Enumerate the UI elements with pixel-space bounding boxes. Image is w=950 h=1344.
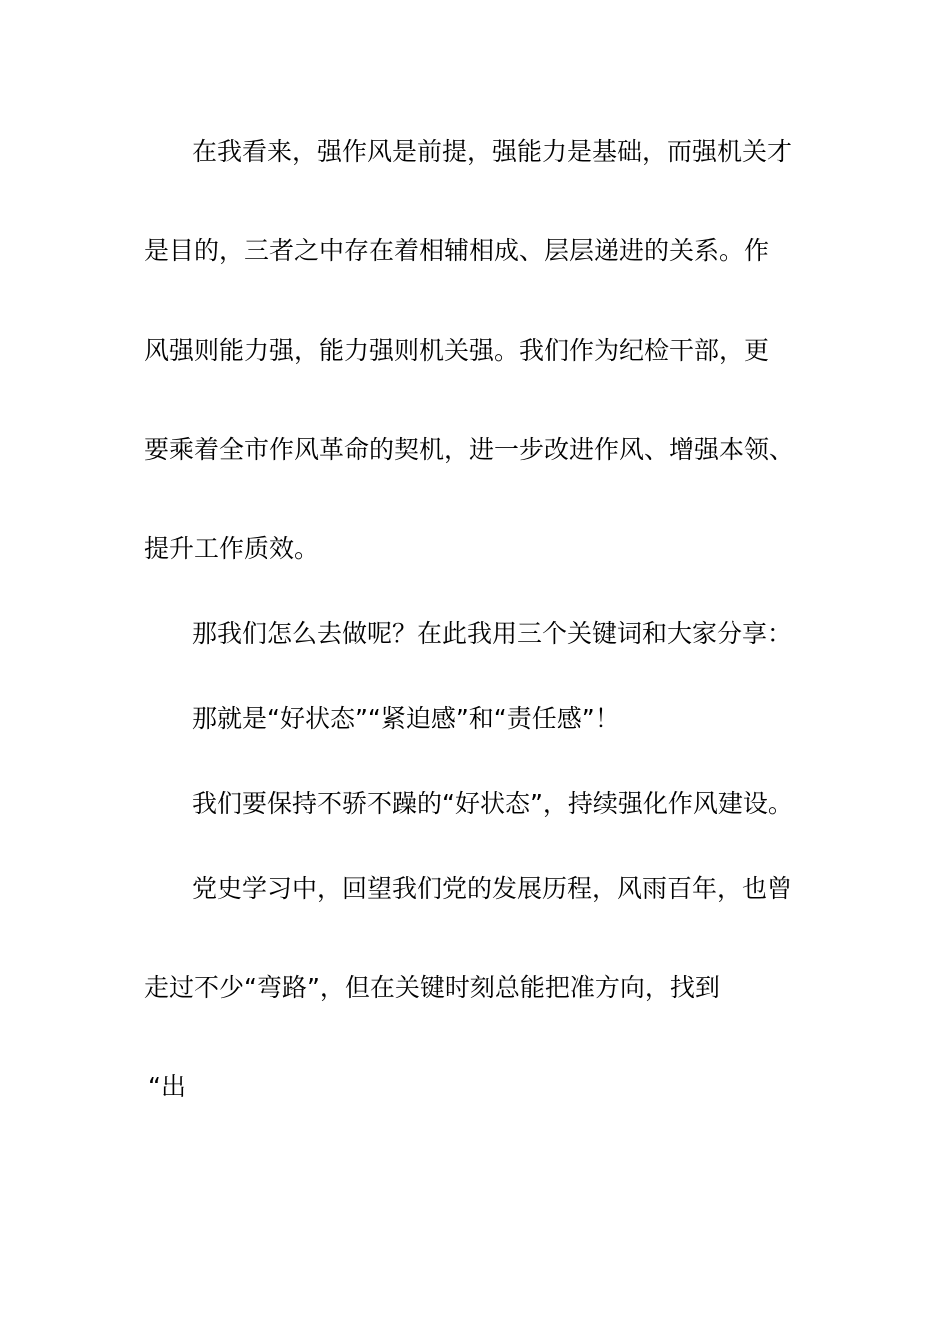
paragraph-1-line-2: 是目的，三者之中存在着相辅相成、层层递进的关系。作 (144, 236, 770, 265)
paragraph-2: 那我们怎么去做呢？在此我用三个关键词和大家分享： (192, 619, 793, 648)
paragraph-1-line-5: 提升工作质效。 (144, 534, 320, 563)
paragraph-4: 我们要保持不骄不躁的“好状态”，持续强化作风建设。 (192, 789, 793, 818)
paragraph-3: 那就是“好状态”“紧迫感”和“责任感”！ (192, 704, 620, 733)
paragraph-1-line-4: 要乘着全市作风革命的契机，进一步改进作风、增强本领、 (144, 435, 795, 464)
paragraph-1-line-3: 风强则能力强，能力强则机关强。我们作为纪检干部，更 (144, 336, 770, 365)
paragraph-1-line-1: 在我看来，强作风是前提，强能力是基础，而强机关才 (192, 137, 793, 166)
paragraph-5-line-1: 党史学习中，回望我们党的发展历程，风雨百年，也曾 (192, 874, 793, 903)
paragraph-5-line-3: “出 (148, 1072, 186, 1101)
paragraph-5-line-2: 走过不少“弯路”，但在关键时刻总能把准方向，找到 (144, 973, 720, 1002)
